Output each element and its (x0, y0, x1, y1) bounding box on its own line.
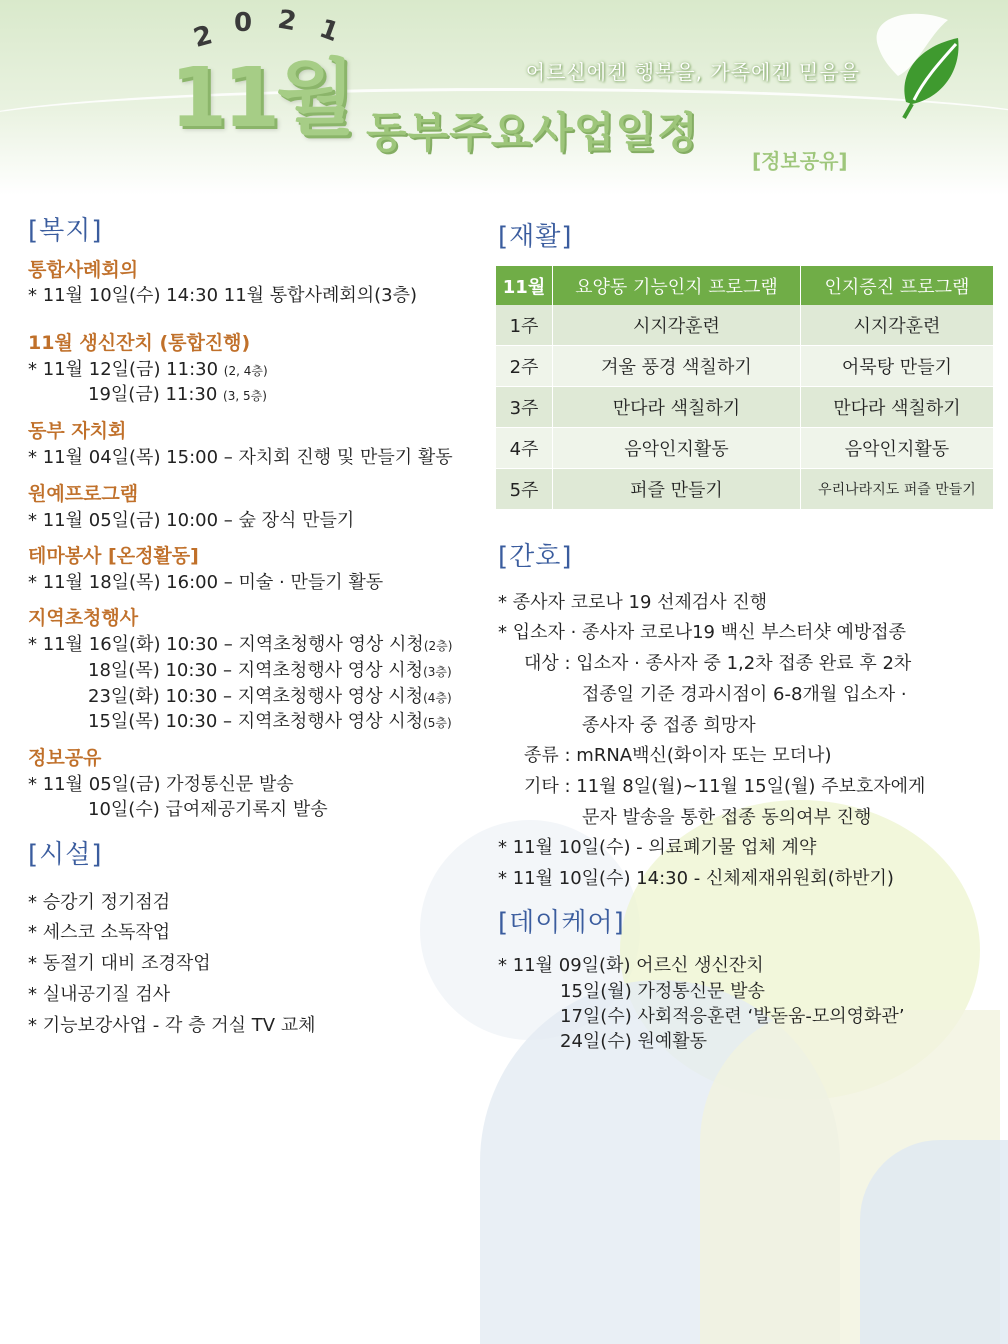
line-note: (5층) (423, 716, 452, 730)
table-header-cell: 11월 (496, 266, 553, 305)
welfare-line: 10일(수) 급여제공기록지 발송 (88, 799, 328, 820)
table-cell: 만다라 색칠하기 (553, 387, 801, 428)
table-row (496, 346, 994, 387)
table-cell: 시지각훈련 (800, 305, 993, 346)
line-text: * 11월 16일(화) 10:30 – 지역초청행사 영상 시청 (28, 634, 424, 655)
facility-item: * 실내공기질 검사 (28, 984, 171, 1005)
year-digit: 1 (315, 13, 343, 49)
table-header-row (496, 266, 994, 305)
welfare-line (88, 707, 452, 733)
nursing-line: * 11월 10일(수) - 의료폐기물 업체 계약 (498, 837, 817, 858)
week-cell: 3주 (496, 387, 553, 428)
line-text: 19일(금) 11:30 (88, 384, 224, 405)
week-cell: 5주 (496, 469, 553, 510)
nursing-line: 문자 발송을 통한 접종 동의여부 진행 (582, 807, 872, 828)
table-cell: 어묵탕 만들기 (800, 346, 993, 387)
line-text: 15일(목) 10:30 – 지역초청행사 영상 시청 (88, 711, 424, 732)
table-row (496, 387, 994, 428)
welfare-group-title: 통합사례회의 (28, 259, 139, 281)
line-note: (4층) (423, 691, 452, 705)
welfare-group-title: 정보공유 (28, 747, 102, 769)
background-shape (860, 1140, 1008, 1344)
facility-item: * 동절기 대비 조경작업 (28, 953, 211, 974)
year-digit: 2 (275, 4, 299, 38)
nursing-line: 기타 : 11월 8일(월)~11월 15일(월) 주보호자에게 (524, 776, 926, 797)
welfare-line (88, 656, 452, 682)
table-cell: 우리나라지도 퍼즐 만들기 (800, 469, 993, 510)
nursing-line: 접종일 기준 경과시점이 6-8개월 입소자 · (582, 684, 907, 705)
table-cell: 만다라 색칠하기 (800, 387, 993, 428)
welfare-line (28, 355, 268, 381)
page-title: 동부주요사업일정 (366, 108, 699, 157)
welfare-group-title: 테마봉사 [온정활동] (28, 545, 199, 567)
table-row (496, 305, 994, 346)
rehab-table (496, 266, 994, 510)
month-title: 11월 (170, 51, 352, 146)
line-text: 23일(화) 10:30 – 지역초청행사 영상 시청 (88, 686, 424, 707)
year-digit: 2 (190, 20, 216, 54)
facility-item: * 기능보강사업 - 각 층 거실 TV 교체 (28, 1015, 316, 1036)
daycare-line: 24일(수) 원예활동 (560, 1031, 707, 1052)
line-text: 18일(목) 10:30 – 지역초청행사 영상 시청 (88, 660, 424, 681)
welfare-line (28, 630, 452, 656)
week-cell: 4주 (496, 428, 553, 469)
section-title-nursing: [간호] (498, 542, 573, 572)
section-title-facility: [시설] (28, 840, 103, 870)
table-cell: 음악인지활동 (800, 428, 993, 469)
table-row (496, 469, 994, 510)
daycare-line: 15일(월) 가정통신문 발송 (560, 981, 765, 1002)
nursing-line: * 종사자 코로나 19 선제검사 진행 (498, 592, 768, 613)
leaf-icon (858, 6, 978, 126)
section-title-daycare: [데이케어] (498, 908, 625, 938)
week-cell: 1주 (496, 305, 553, 346)
table-header-cell: 인지증진 프로그램 (800, 266, 993, 305)
title-tag: [정보공유] (752, 149, 848, 173)
nursing-line: * 11월 10일(수) 14:30 - 신체제재위원회(하반기) (498, 868, 894, 889)
welfare-group-title: 원예프로그램 (28, 483, 139, 505)
nursing-line: 종류 : mRNA백신(화이자 또는 모더나) (524, 745, 832, 766)
daycare-line: * 11월 09일(화) 어르신 생신잔치 (498, 955, 764, 976)
header-banner (0, 0, 1008, 195)
table-header-cell: 요양동 기능인지 프로그램 (553, 266, 801, 305)
nursing-line: * 입소자 · 종사자 코로나19 백신 부스터샷 예방접종 (498, 622, 907, 643)
welfare-line (88, 682, 452, 708)
welfare-line: * 11월 18일(목) 16:00 – 미술 · 만들기 활동 (28, 572, 384, 593)
line-note: (3층) (423, 665, 452, 679)
daycare-line: 17일(수) 사회적응훈련 ‘발돋움-모의영화관’ (560, 1006, 905, 1027)
line-note: (2, 4층) (223, 364, 268, 378)
nursing-line: 종사자 중 접종 희망자 (582, 715, 756, 736)
welfare-group-title: 지역초청행사 (28, 607, 139, 629)
line-text: * 11월 12일(금) 11:30 (28, 359, 224, 380)
section-title-rehab: [재활] (498, 222, 573, 252)
year-digit: 0 (234, 8, 253, 38)
line-note: (3, 5층) (223, 389, 267, 403)
nursing-line: 대상 : 입소자 · 종사자 중 1,2차 접종 완료 후 2차 (524, 653, 912, 674)
welfare-line: * 11월 04일(목) 15:00 – 자치회 진행 및 만들기 활동 (28, 447, 453, 468)
welfare-line (88, 380, 267, 406)
table-row (496, 428, 994, 469)
welfare-group-title: 11월 생신잔치 (통합진행) (28, 332, 251, 354)
table-cell: 퍼즐 만들기 (553, 469, 801, 510)
welfare-line: * 11월 05일(금) 가정통신문 발송 (28, 774, 294, 795)
year-label (188, 4, 348, 54)
welfare-line: * 11월 05일(금) 10:00 – 숲 장식 만들기 (28, 510, 355, 531)
section-title-welfare: [복지] (28, 216, 103, 246)
table-cell: 겨울 풍경 색칠하기 (553, 346, 801, 387)
facility-item: * 승강기 정기점검 (28, 892, 171, 913)
welfare-line: * 11월 10일(수) 14:30 11월 통합사례회의(3층) (28, 285, 418, 306)
welfare-group-title: 동부 자치회 (28, 420, 127, 442)
week-cell: 2주 (496, 346, 553, 387)
table-cell: 시지각훈련 (553, 305, 801, 346)
facility-item: * 세스코 소독작업 (28, 922, 171, 943)
line-note: (2층) (423, 639, 453, 653)
table-cell: 음악인지활동 (553, 428, 801, 469)
slogan: 어르신에겐 행복을, 가족에겐 믿음을 (525, 60, 860, 84)
